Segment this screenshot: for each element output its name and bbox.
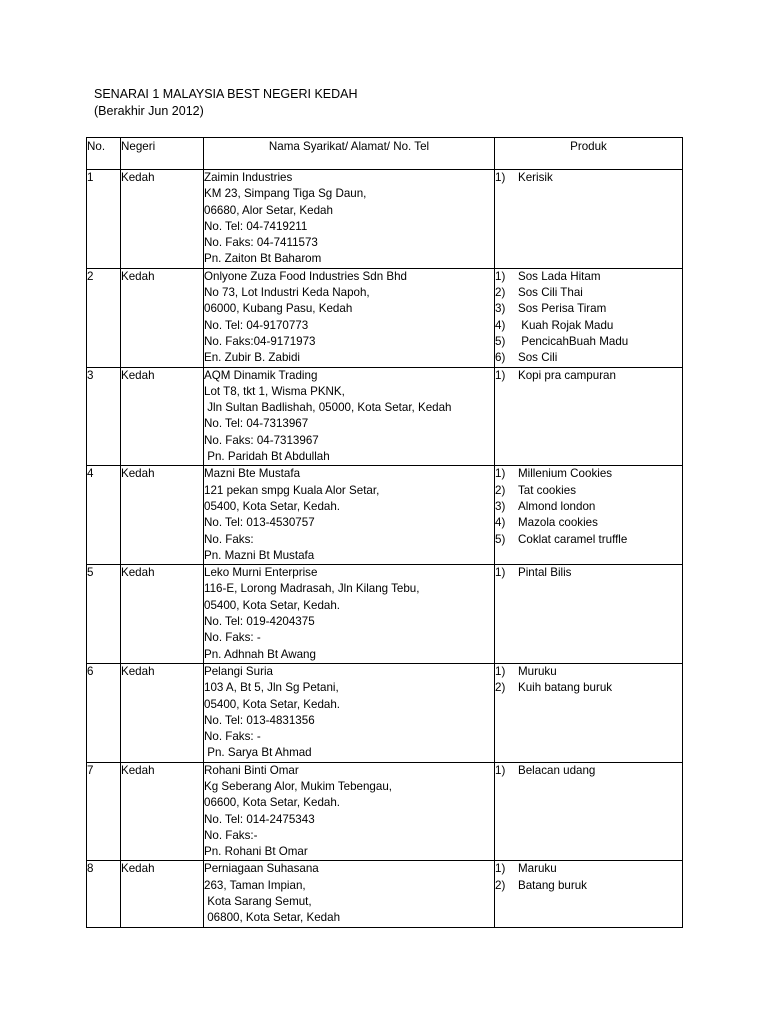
product-item [495,334,682,350]
cell-no: 1 [87,170,121,269]
cell-nama-syarikat [204,663,495,762]
document-title: SENARAI 1 MALAYSIA BEST NEGERI KEDAH [94,87,358,101]
company-detail-line: Rohani Binti Omar [204,763,299,777]
header-nama-syarikat: Nama Syarikat/ Alamat/ No. Tel [204,138,495,170]
cell-negeri: Kedah [121,268,204,367]
product-item [495,301,682,317]
company-detail-line: No. Faks: - [204,631,261,645]
product-item [495,861,682,877]
product-item [495,269,682,285]
table-row [87,466,683,565]
header-produk: Produk [495,138,683,170]
product-item [495,285,682,301]
cell-nama-syarikat [204,762,495,861]
product-number: 1) [495,862,506,876]
cell-negeri: Kedah [121,466,204,565]
cell-produk [495,565,683,664]
company-detail-line: Leko Murni Enterprise [204,566,318,580]
cell-produk [495,762,683,861]
cell-produk [495,170,683,269]
company-detail-line: 05400, Kota Setar, Kedah. [204,499,341,513]
cell-produk [495,466,683,565]
document-subtitle: (Berakhir Jun 2012) [94,104,204,118]
product-number: 3) [495,302,506,316]
company-detail-line: 05400, Kota Setar, Kedah. [204,697,341,711]
product-name: Pintal Bilis [518,566,572,580]
product-item [495,483,682,499]
product-name: Muruku [518,664,557,678]
company-detail-line: Pn. Sarya Bt Ahmad [204,746,312,760]
product-item [495,499,682,515]
cell-produk [495,663,683,762]
company-detail-line: No. Faks: 04-7411573 [204,236,318,250]
company-detail-line: KM 23, Simpang Tiga Sg Daun, [204,187,367,201]
product-number: 1) [495,368,506,382]
product-number: 6) [495,351,506,365]
company-detail-line: No. Faks: 04-7313967 [204,433,319,447]
product-item [495,532,682,548]
company-detail-line: Pn. Zaiton Bt Baharom [204,252,322,266]
product-name: Mazola cookies [518,516,598,530]
table-row [87,268,683,367]
product-name: Sos Cili [518,351,558,365]
product-name: Sos Lada Hitam [518,269,601,283]
product-item [495,350,682,366]
cell-negeri: Kedah [121,367,204,466]
company-detail-line: No. Tel: 019-4204375 [204,615,315,629]
company-detail-line: Pn. Adhnah Bt Awang [204,647,316,661]
company-detail-line: 121 pekan smpg Kuala Alor Setar, [204,483,380,497]
product-number: 3) [495,499,506,513]
company-detail-line: 06600, Kota Setar, Kedah. [204,796,341,810]
cell-no: 8 [87,861,121,927]
product-item [495,664,682,680]
cell-negeri: Kedah [121,762,204,861]
product-name: Millenium Cookies [518,467,613,481]
header-no: No. [87,138,121,170]
cell-negeri: Kedah [121,861,204,927]
product-number: 4) [495,318,506,332]
company-detail-line: 06000, Kubang Pasu, Kedah [204,302,353,316]
cell-produk [495,367,683,466]
product-name: Batang buruk [518,878,587,892]
product-name: Sos Perisa Tiram [518,302,607,316]
product-number: 5) [495,334,506,348]
company-detail-line: 103 A, Bt 5, Jln Sg Petani, [204,681,339,695]
company-detail-line: Zaimin Industries [204,171,293,184]
company-detail-line: 06800, Kota Setar, Kedah [204,911,341,925]
cell-nama-syarikat [204,170,495,269]
product-number: 5) [495,532,506,546]
table-row [87,367,683,466]
product-item [495,466,682,482]
company-detail-line: 05400, Kota Setar, Kedah. [204,598,341,612]
company-detail-line: No. Faks:04-9171973 [204,334,316,348]
product-name: Tat cookies [518,483,576,497]
cell-no: 2 [87,268,121,367]
cell-negeri: Kedah [121,663,204,762]
company-detail-line: No. Tel: 04-7419211 [204,219,308,233]
product-name: Sos Cili Thai [518,286,583,300]
product-name: Maruku [518,862,557,876]
cell-no: 3 [87,367,121,466]
product-number: 4) [495,516,506,530]
product-number: 1) [495,566,506,580]
table-row [87,565,683,664]
cell-produk [495,861,683,927]
company-detail-line: No 73, Lot Industri Keda Napoh, [204,286,370,300]
product-number: 1) [495,664,506,678]
product-item [495,680,682,696]
company-detail-line: No. Tel: 04-7313967 [204,417,309,431]
cell-nama-syarikat [204,268,495,367]
company-detail-line: AQM Dinamik Trading [204,368,318,382]
product-item [495,515,682,531]
cell-produk [495,268,683,367]
company-detail-line: No. Tel: 013-4530757 [204,516,315,530]
product-name: Kuah Rojak Madu [518,318,614,332]
company-detail-line: 06680, Alor Setar, Kedah [204,203,333,217]
product-name: Kopi pra campuran [518,368,616,382]
cell-no: 4 [87,466,121,565]
product-item [495,565,682,581]
product-item [495,763,682,779]
header-negeri: Negeri [121,138,204,170]
product-number: 1) [495,467,506,481]
company-detail-line: No. Tel: 04-9170773 [204,318,309,332]
cell-no: 5 [87,565,121,664]
company-detail-line: No. Faks:- [204,828,258,842]
product-number: 2) [495,878,506,892]
company-detail-line: Pn. Rohani Bt Omar [204,845,308,859]
product-item [495,878,682,894]
product-number: 2) [495,483,506,497]
cell-nama-syarikat [204,861,495,927]
product-name: PencicahBuah Madu [518,334,629,348]
company-detail-line: Jln Sultan Badlishah, 05000, Kota Setar, Kedah [204,401,452,415]
company-detail-line: 116-E, Lorong Madrasah, Jln Kilang Tebu, [204,582,420,596]
company-detail-line: No. Tel: 013-4831356 [204,713,315,727]
product-name: Kerisik [518,171,553,184]
product-name: Almond london [518,499,596,513]
company-detail-line: Kg Seberang Alor, Mukim Tebengau, [204,779,392,793]
table-row [87,861,683,927]
cell-no: 6 [87,663,121,762]
company-detail-line: 263, Taman Impian, [204,878,306,892]
product-name: Belacan udang [518,763,596,777]
product-number: 2) [495,286,506,300]
company-detail-line: Onlyone Zuza Food Industries Sdn Bhd [204,269,408,283]
product-number: 1) [495,171,506,184]
product-number: 1) [495,763,506,777]
table-row [87,762,683,861]
company-detail-line: Pelangi Suria [204,664,273,678]
product-name: Kuih batang buruk [518,681,613,695]
table-row [87,663,683,762]
cell-nama-syarikat [204,565,495,664]
cell-nama-syarikat [204,367,495,466]
company-detail-line: No. Faks: [204,532,254,546]
company-detail-line: Pn. Mazni Bt Mustafa [204,548,315,562]
product-item [495,318,682,334]
table-header-row [87,138,683,170]
product-item [495,368,682,384]
company-detail-line: No. Tel: 014-2475343 [204,812,315,826]
company-detail-line: En. Zubir B. Zabidi [204,351,301,365]
company-detail-line: Lot T8, tkt 1, Wisma PKNK, [204,384,345,398]
cell-negeri: Kedah [121,565,204,664]
company-detail-line: Kota Sarang Semut, [204,895,312,909]
table-body [87,170,683,928]
product-item [495,170,682,186]
company-detail-line: Perniagaan Suhasana [204,862,319,876]
company-detail-line: Pn. Paridah Bt Abdullah [204,450,330,464]
company-listing-table [86,137,683,928]
company-detail-line: No. Faks: - [204,730,261,744]
product-name: Coklat caramel truffle [518,532,628,546]
table-row [87,170,683,269]
cell-nama-syarikat [204,466,495,565]
product-number: 1) [495,269,506,283]
cell-no: 7 [87,762,121,861]
product-number: 2) [495,681,506,695]
cell-negeri: Kedah [121,170,204,269]
company-detail-line: Mazni Bte Mustafa [204,467,301,481]
